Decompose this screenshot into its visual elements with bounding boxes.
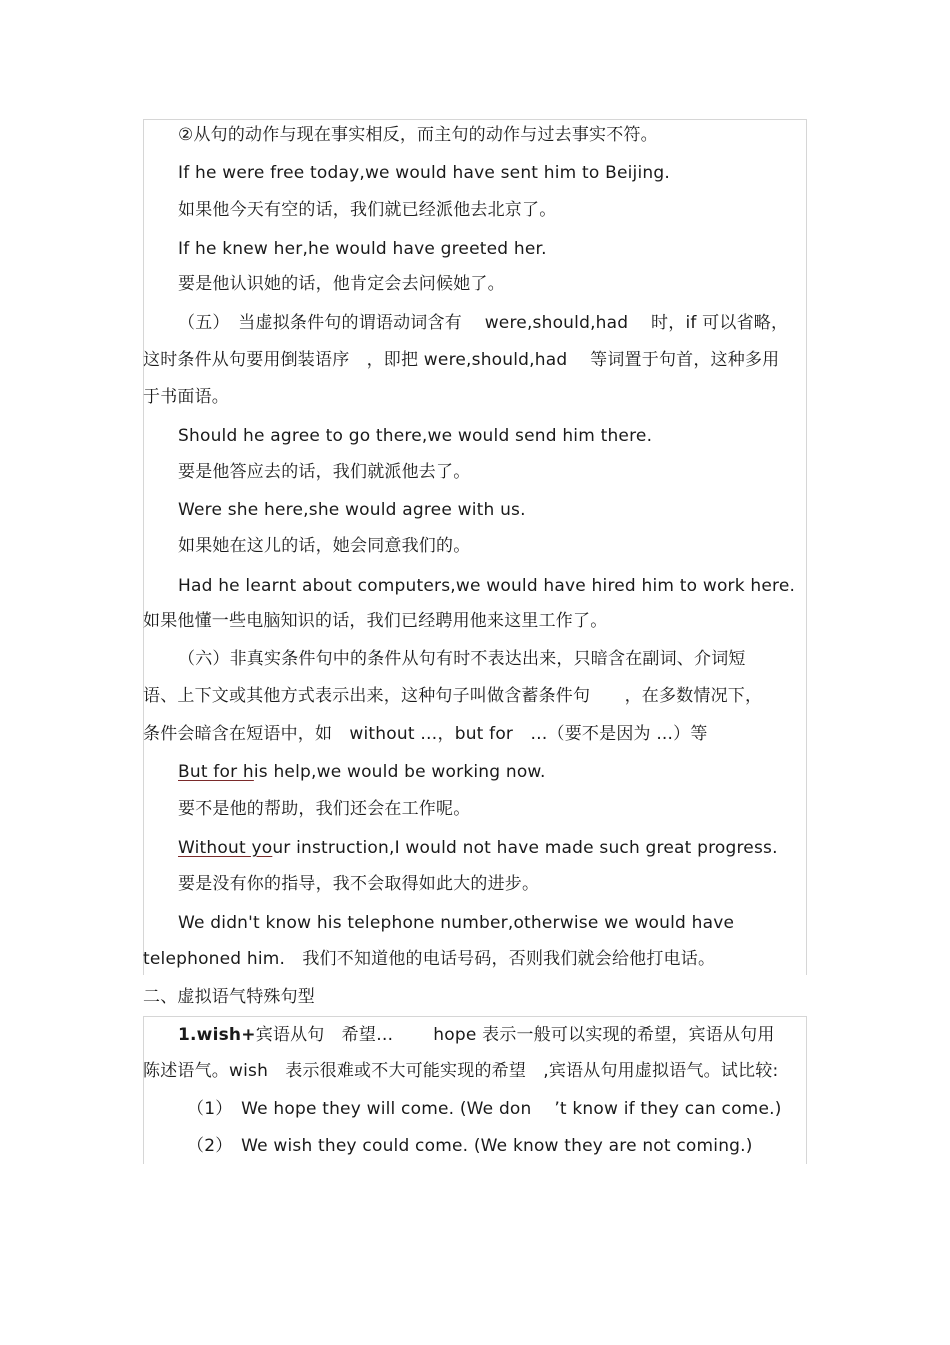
text-line: 要是他认识她的话，他肯定会去问候她了。	[178, 274, 505, 294]
text-line: 如果她在这儿的话，她会同意我们的。	[178, 536, 471, 556]
text-line: （五） 当虚拟条件句的谓语动词含有 were,should,had 时，if 可以省略，	[178, 313, 789, 333]
text-line: ②从句的动作与现在事实相反，而主句的动作与过去事实不符。	[178, 125, 658, 145]
frame-top	[143, 119, 807, 120]
underlined-phrase: Without yo	[178, 838, 273, 858]
text-line: 这时条件从句要用倒装语序 ，即把 were,should,had 等词置于句首，这种多用	[143, 350, 780, 370]
text-line: 条件会暗含在短语中，如 without …，but for …（要不是因为 ...）等	[143, 724, 708, 744]
text-line: If he were free today,we would have sent him to Beijing.	[178, 163, 670, 183]
text-span: 宾语从句 希望… hope 表示一般可以实现的希望，宾语从句用	[255, 1025, 775, 1045]
bold-term: 1.wish+	[178, 1025, 256, 1045]
text-line: telephoned him. 我们不知道他的电话号码，否则我们就会给他打电话。	[143, 949, 716, 969]
text-line: Had he learnt about computers,we would have hired him to work here.	[178, 576, 796, 596]
text-line	[178, 1024, 775, 1046]
frame-top-2	[143, 1016, 807, 1017]
text-line: Should he agree to go there,we would send him there.	[178, 426, 653, 446]
text-line: 要不是他的帮助，我们还会在工作呢。	[178, 799, 471, 819]
text-line: 要是他答应去的话，我们就派他去了。	[178, 462, 471, 482]
text-line: If he knew her,he would have greeted her.	[178, 239, 547, 259]
text-line: （1） We hope they will come. (We don ’t know if they can come.)	[187, 1099, 782, 1119]
underlined-phrase: But for h	[178, 762, 254, 782]
frame-right	[806, 119, 807, 975]
text-line: We didn't know his telephone number,otherwise we would have	[178, 913, 735, 933]
text-line: （六）非真实条件句中的条件从句有时不表达出来，只暗含在副词、介词短	[178, 649, 746, 669]
text-line: 陈述语气。wish 表示很难或不大可能实现的希望 ,宾语从句用虚拟语气。试比较:	[143, 1061, 779, 1081]
frame-left	[143, 119, 144, 975]
text-line: 语、上下文或其他方式表示出来，这种句子叫做含蓄条件句 ，在多数情况下，	[143, 686, 763, 706]
text-span: is help,we would be working now.	[253, 762, 546, 782]
text-line: （2） We wish they could come. (We know they are not coming.)	[187, 1136, 753, 1156]
frame-right-2	[806, 1016, 807, 1164]
text-line: 要是没有你的指导，我不会取得如此大的进步。	[178, 874, 540, 894]
text-line: 如果他今天有空的话，我们就已经派他去北京了。	[178, 200, 557, 220]
text-line: Were she here,she would agree with us.	[178, 500, 526, 520]
text-span: ur instruction,I would not have made such great progress.	[272, 838, 778, 858]
text-line: 如果他懂一些电脑知识的话，我们已经聘用他来这里工作了。	[143, 611, 608, 631]
section-heading: 二、虚拟语气特殊句型	[143, 987, 315, 1007]
frame-left-2	[143, 1016, 144, 1164]
text-line	[178, 837, 778, 859]
text-line: 于书面语。	[143, 387, 229, 407]
text-line	[178, 761, 546, 783]
